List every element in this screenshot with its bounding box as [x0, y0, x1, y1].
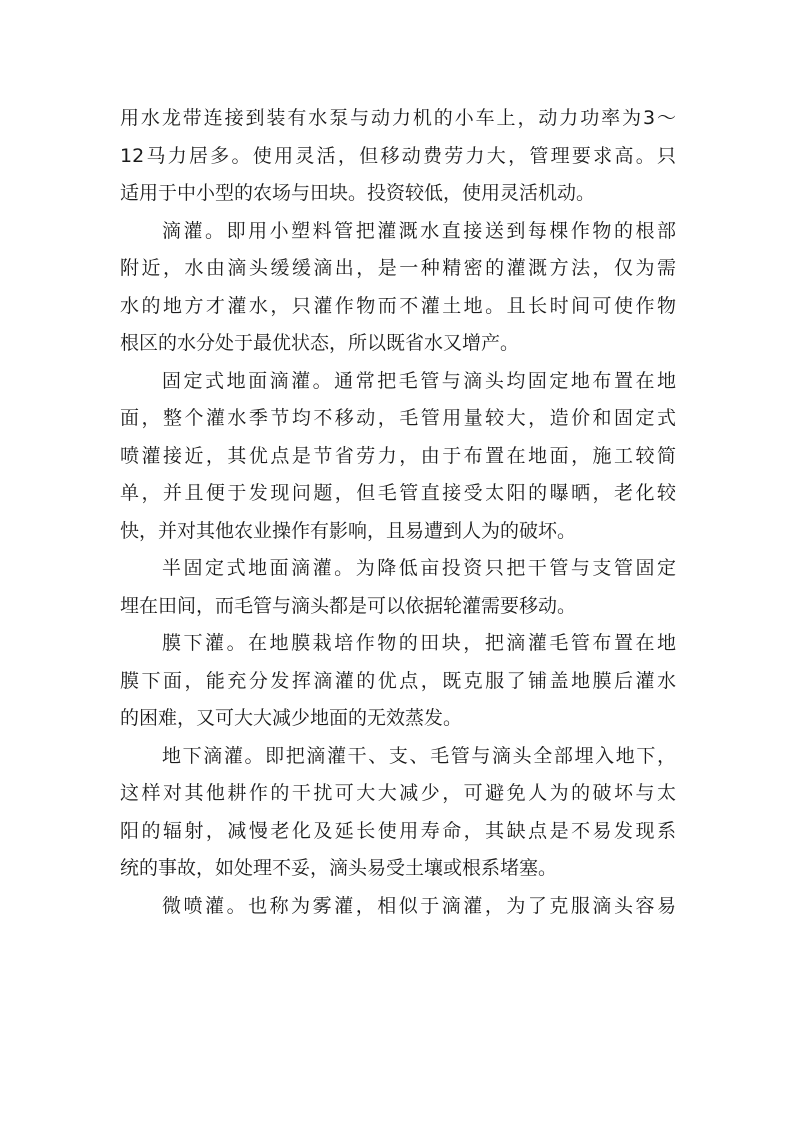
text-line: 地下滴灌。即把滴灌干、支、毛管与滴头全部埋入地下， — [162, 744, 676, 767]
text-line: 固定式地面滴灌。通常把毛管与滴头均固定地布置在地 — [162, 369, 676, 392]
text-line: 微喷灌。也称为雾灌，相似于滴灌，为了克服滴头容易 — [162, 894, 676, 917]
text-line: 适用于中小型的农场与田块。投资较低，使用灵活机动。 — [120, 182, 596, 204]
paragraph-drip-irrigation — [120, 213, 676, 363]
text-line: 单，并且便于发现问题，但毛管直接受太阳的曝晒，老化较 — [120, 482, 676, 504]
text-line: 快，并对其他农业操作有影响，且易遭到人为的破坏。 — [120, 519, 577, 542]
paragraph-under-film-irrigation — [120, 625, 676, 738]
text-line: 用水龙带连接到装有水泵与动力机的小车上，动力功率为3～ — [120, 107, 676, 129]
text-line: 水的地方才灌水，只灌作物而不灌土地。且长时间可使作物 — [120, 294, 676, 317]
text-line: 附近，水由滴头缓缓滴出，是一种精密的灌溉方法，仅为需 — [120, 257, 676, 279]
text-line: 阳的辐射，减慢老化及延长使用寿命，其缺点是不易发现系 — [120, 819, 676, 842]
text-line: 这样对其他耕作的干扰可大大减少，可避免人为的破坏与太 — [120, 782, 676, 804]
paragraph-semi-fixed-drip — [120, 550, 676, 625]
text-line: 根区的水分处于最优状态，所以既省水又增产。 — [120, 332, 520, 354]
text-line: 膜下灌。在地膜栽培作物的田块，把滴灌毛管布置在地 — [162, 632, 676, 654]
document-body — [120, 100, 676, 925]
text-line: 喷灌接近，其优点是节省劳力，由于布置在地面，施工较简 — [120, 444, 676, 467]
text-line: 12马力居多。使用灵活，但移动费劳力大，管理要求高。只 — [120, 144, 676, 167]
paragraph-fixed-surface-drip — [120, 363, 676, 551]
text-line: 的困难，又可大大减少地面的无效蒸发。 — [120, 707, 463, 729]
paragraph-sprinkler-cart — [120, 100, 676, 213]
paragraph-micro-sprinkler — [120, 888, 676, 926]
paragraph-subsurface-drip — [120, 738, 676, 888]
text-line: 统的事故，如处理不妥，滴头易受土壤或根系堵塞。 — [120, 857, 558, 879]
text-line: 面，整个灌水季节均不移动，毛管用量较大，造价和固定式 — [120, 407, 676, 429]
text-line: 埋在田间，而毛管与滴头都是可以依据轮灌需要移动。 — [120, 594, 577, 617]
text-line: 膜下面，能充分发挥滴灌的优点，既克服了铺盖地膜后灌水 — [120, 669, 676, 692]
text-line: 半固定式地面滴灌。为降低亩投资只把干管与支管固定 — [162, 557, 676, 579]
text-line: 滴灌。即用小塑料管把灌溉水直接送到每棵作物的根部 — [162, 219, 676, 242]
